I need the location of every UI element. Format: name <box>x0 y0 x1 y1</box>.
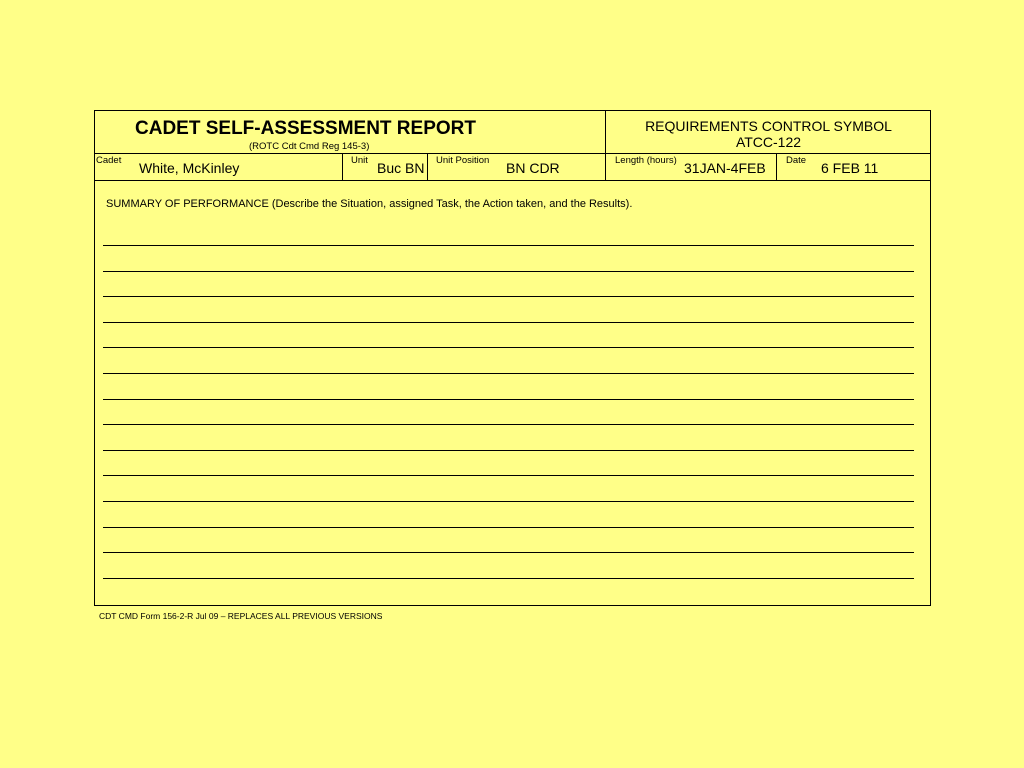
cadet-info-row <box>95 154 930 181</box>
self-assessment-form <box>94 110 931 606</box>
summary-line[interactable] <box>103 245 914 246</box>
unit-position-label: Unit Position <box>436 155 490 166</box>
unit-position-value: BN CDR <box>506 160 560 176</box>
rcs-value: ATCC-122 <box>735 134 802 150</box>
date-label: Date <box>786 155 807 166</box>
form-header-row <box>95 111 930 154</box>
length-field[interactable] <box>606 154 777 180</box>
cadet-field[interactable] <box>95 154 343 180</box>
cadet-value: White, McKinley <box>139 160 240 176</box>
unit-field[interactable] <box>343 154 428 180</box>
unit-position-field[interactable] <box>428 154 606 180</box>
summary-line[interactable] <box>103 271 914 272</box>
form-title: CADET SELF-ASSESSMENT REPORT <box>135 118 476 139</box>
cadet-label: Cadet <box>96 155 122 166</box>
summary-line[interactable] <box>103 501 914 502</box>
form-subtitle: (ROTC Cdt Cmd Reg 145-3) <box>249 141 370 152</box>
summary-line[interactable] <box>103 475 914 476</box>
unit-value: Buc BN <box>377 160 425 176</box>
length-label: Length (hours) <box>615 155 677 166</box>
length-value: 31JAN-4FEB <box>684 160 766 176</box>
summary-line[interactable] <box>103 424 914 425</box>
summary-line[interactable] <box>103 296 914 297</box>
summary-line[interactable] <box>103 347 914 348</box>
rcs-label: REQUIREMENTS CONTROL SYMBOL <box>645 118 892 134</box>
summary-line[interactable] <box>103 578 914 579</box>
summary-line[interactable] <box>103 322 914 323</box>
summary-line[interactable] <box>103 552 914 553</box>
summary-label: SUMMARY OF PERFORMANCE (Describe the Situation, assigned Task, the Action taken, and the Results). <box>106 198 633 210</box>
form-footer: CDT CMD Form 156-2-R Jul 09 – REPLACES ALL PREVIOUS VERSIONS <box>99 611 383 621</box>
date-value: 6 FEB 11 <box>821 160 879 176</box>
summary-line[interactable] <box>103 373 914 374</box>
form-title-block <box>95 111 606 153</box>
summary-line[interactable] <box>103 399 914 400</box>
summary-line[interactable] <box>103 527 914 528</box>
date-field[interactable] <box>777 154 931 180</box>
summary-line[interactable] <box>103 450 914 451</box>
unit-label: Unit <box>351 155 368 166</box>
requirements-control-symbol <box>606 111 931 153</box>
